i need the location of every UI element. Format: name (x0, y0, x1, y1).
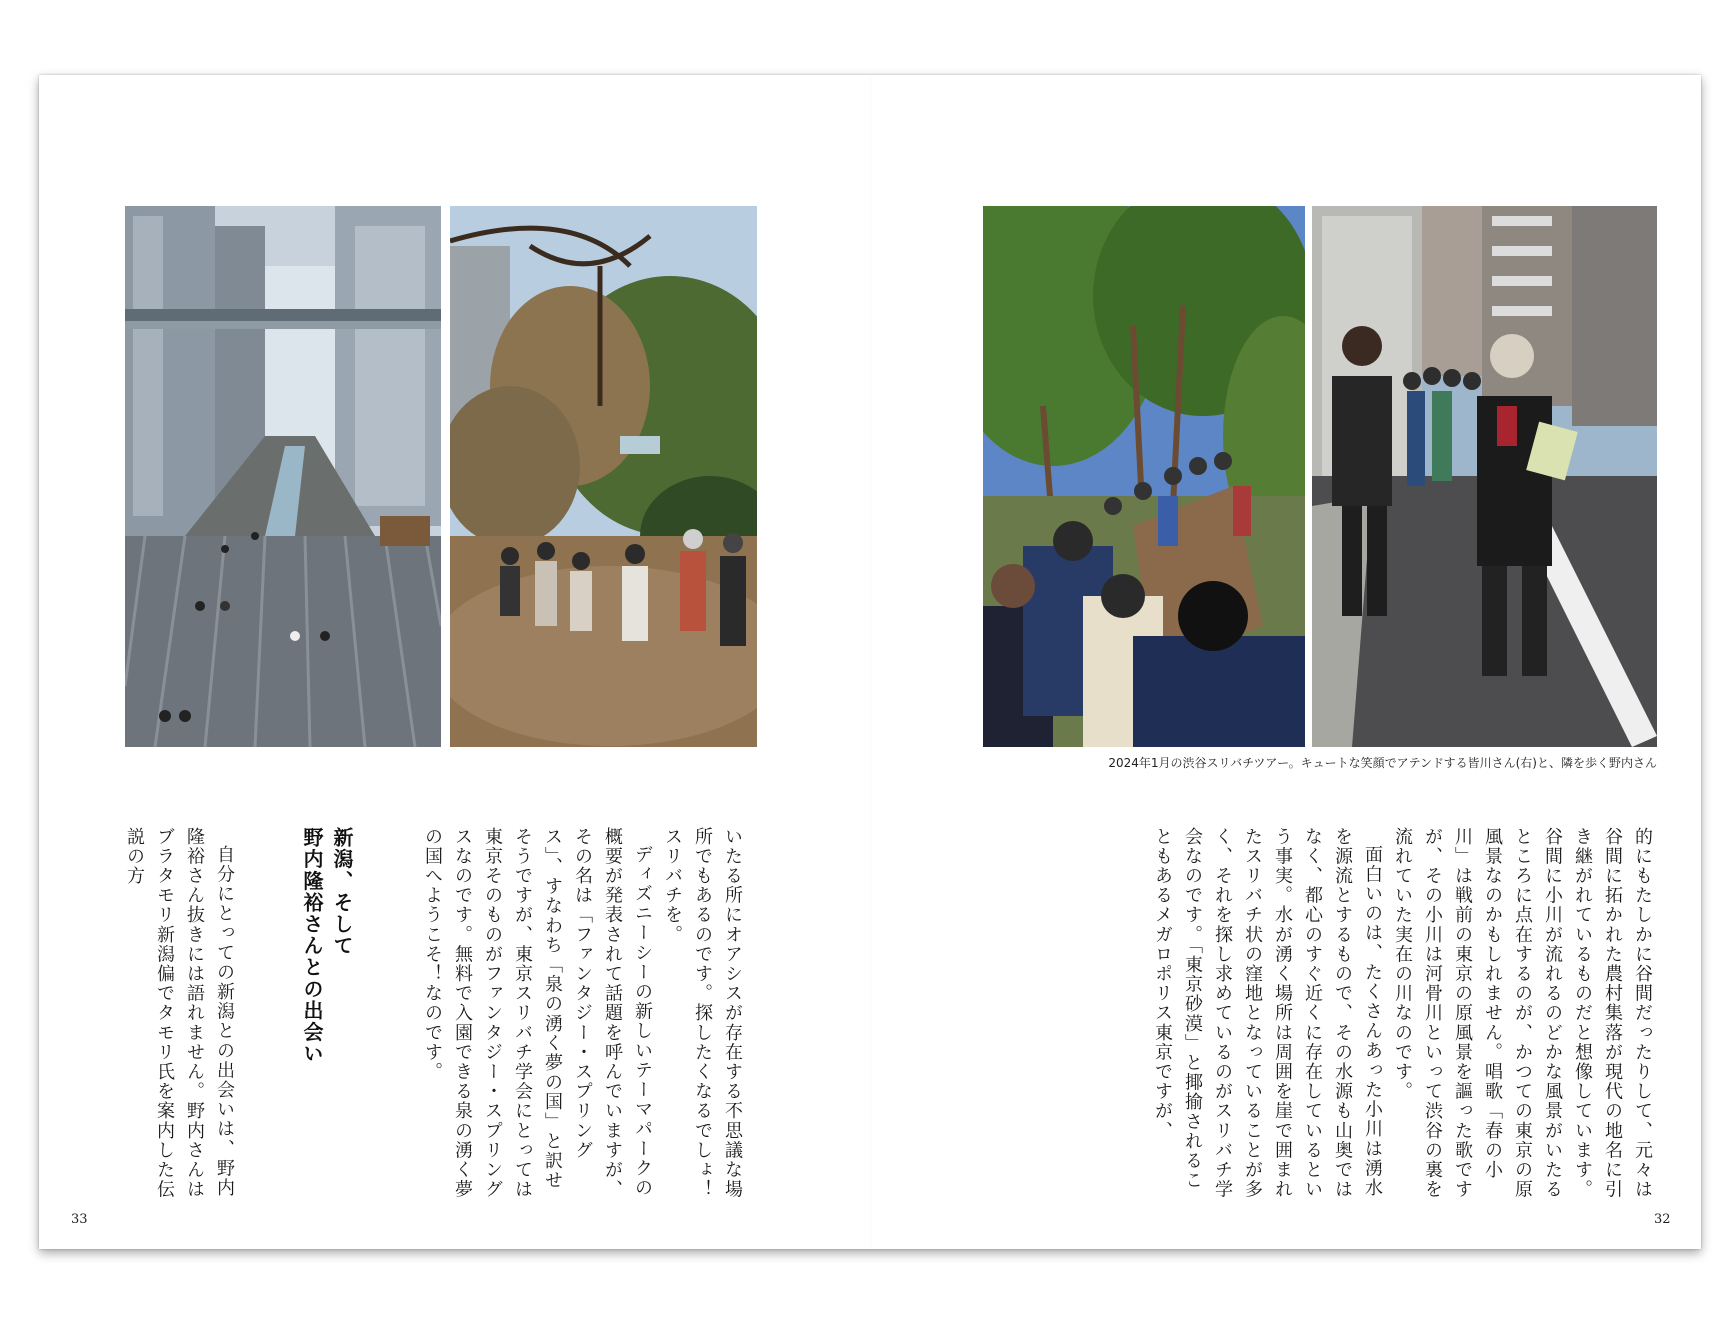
photo-street-guides (1312, 206, 1657, 747)
section-heading (297, 827, 357, 1205)
right-paragraph: 面白いのは、たくさんあった小川は湧水を源流とするもので、その水源も山奥ではなく、都心のすぐ近くに存在しているという事実。水が湧く場所は周囲を崖で囲まれたスリバチ状の窪地となっていることが多く、それを探し求めているのがスリバチ学会なのです。「東京砂漠」と揶揄されることもあるメガロポリス東京ですが、 (1152, 827, 1383, 1200)
page-number-right: 32 (1654, 1212, 1671, 1227)
right-body-text (979, 827, 1657, 1205)
section-heading-line2: 野内隆裕さんとの出会い (300, 827, 324, 1065)
right-paragraph: 的にもたしかに谷間だったりして、元々は谷間に拓かれた農村集落が現代の地名に引き継がれているものだと想像しています。谷間に小川が流れるのどかな風景がいたるところに点在するのが、かつての東京の原風景なのかもしれません。唱歌「春の小川」は戦前の東京の原風景を謳った歌ですが、その小川は河骨川といって渋谷の裏を流れていた実在の川なのです。 (1392, 827, 1653, 1200)
photo-caption: 2024年1月の渋谷スリバチツアー。キュートな笑顔でアテンドする皆川さん(右)と、隣を歩く野内さん (1108, 756, 1657, 770)
photo-shibuya-river-plaza (125, 206, 441, 747)
left-paragraph: 自分にとっての新潟との出会いは、野内隆裕さん抜きには語れません。野内さんはブラタモリ新潟偏でタモリ氏を案内した伝説の方 (124, 827, 235, 1200)
photo-park-tour-group (450, 206, 757, 747)
photo-stair-climb-group (983, 206, 1305, 747)
section-heading-line1: 新潟、そして (330, 827, 354, 957)
magazine-spread (39, 75, 1701, 1249)
page-number-left: 33 (71, 1212, 88, 1227)
left-body-text-2 (119, 827, 239, 1205)
left-paragraph: いたる所にオアシスが存在する不思議な場所でもあるのです。探したくなるでしょ！スリバチを。 (662, 827, 743, 1200)
page-gutter (870, 75, 871, 1249)
left-body-text (417, 827, 747, 1205)
left-paragraph: ディズニーシーの新しいテーマパークの概要が発表されて話題を呼んでいますが、その名は「ファンタジー・スプリングス」、すなわち「泉の湧く夢の国」と訳せそうですが、東京スリバチ学会にとっては東京そのものがファンタジー・スプリングスなのです。無料で入園できる泉の湧く夢の国へようこそ！なのです。 (422, 827, 653, 1200)
